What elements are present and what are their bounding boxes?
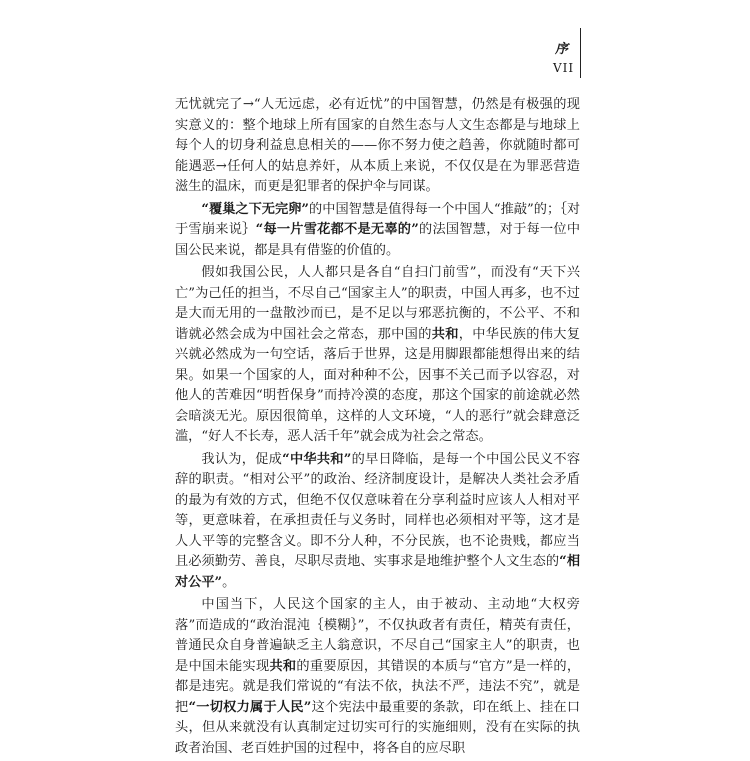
text-segment: 中国当下，人民这个国家的主人，由于被动、主动地“大权旁落”而造成的“政治混沌｛模糊｝”，不仅执政者有责任，精英有责任，普通民众自身普遍缺乏主人翁意识，不尽自己“国家主人”的职责，也是中国未能实现 [175,597,580,674]
text-segment: 的中国智慧是值得每一个中国人“推敲”的；｛对于雪崩来说｝ [175,201,581,237]
emphasis-segment: 共和 [431,326,459,342]
emphasis-segment: 共和 [269,658,297,674]
emphasis-segment: “相对公平” [175,554,581,590]
text-segment: 的法国智慧，对于每一位中国公民来说，都是具有借鉴的价值的。 [175,222,581,258]
text-segment: 无忧就完了→“人无远虑，必有近忧”的中国智慧，仍然是有极强的现实意义的：整个地球上所有国家的自然生态与人文生态都是与地球上每个人的切身利益息息相关的——你不努力使之趋善，你就随时都可能遇恶→任何人的姑息养奸，从本质上来说，不仅仅是在为罪恶营造滋生的温床，而更是犯罪者的保护伞与同谋。 [175,97,580,194]
body-text [175,95,580,761]
text-segment: ，中华民族的伟大复兴就必然成为一句空话，落后于世界，这是用脚跟都能想得出来的结果。如果一个国家的人，面对种种不公，因事不关己而予以容忍，对他人的苦难因“明哲保身”而持冷漠的态度，那这个国家的前途就必然会暗淡无光。原因很简单，这样的人文环境，“人的恶行”就会肆意泛滥，“好人不长寿，恶人活千年”就会成为社会之常态。 [175,326,581,444]
text-segment: 的重要原因，其错误的本质与“官方”是一样的，都是违宪。就是我们常说的“有法不依，执法不严，违法不究”，就是把 [175,658,581,715]
emphasis-segment: “覆巢之下无完卵” [201,201,310,217]
paragraph-5 [175,595,580,759]
paragraph-1 [175,95,580,198]
page-number: VII [553,61,575,75]
paragraph-4 [175,450,580,594]
text-segment: 。 [222,574,236,590]
text-segment: 的早日降临，是每一个中国公民义不容辞的职责。“相对公平”的政治、经济制度设计，是解决人类社会矛盾的最为有效的方式，但绝不仅仅意味着在分享利益时应该人人相对平等，更意味着，在承担责任与义务时，同样也必须相对平等，这才是人人平等的完整含义。即不分人种，不分民族，也不论贵贱，都应当且必须勤劳、善良，尽职尽责地、实事求是地维护整个人文生态的 [175,451,581,569]
paragraph-3 [175,263,580,448]
section-title: 序 [555,42,569,57]
page-header [0,28,750,78]
paragraph-2 [175,200,580,262]
text-segment: 假如我国公民，人人都只是各自“自扫门前雪”，而没有“天下兴亡”为己任的担当，不尽自己“国家主人”的职责，中国人再多，也不过是大而无用的一盘散沙而已，是不足以与邪恶抗衡的，不公平、不和谐就必然会成为中国社会之常态，那中国的 [175,265,580,342]
emphasis-segment: “一切权力属于人民” [188,699,312,715]
text-segment: 我认为，促成 [201,451,283,467]
emphasis-segment: “中华共和” [282,451,352,467]
text-segment: 这个宪法中最重要的条款，印在纸上、挂在口头，但从来就没有认真制定过切实可行的实施细则，没有在实际的执政者治国、老百姓护国的过程中，将各自的应尽职 [175,699,581,756]
header-divider [580,28,581,78]
emphasis-segment: “每一片雪花都不是无辜的” [255,222,419,237]
